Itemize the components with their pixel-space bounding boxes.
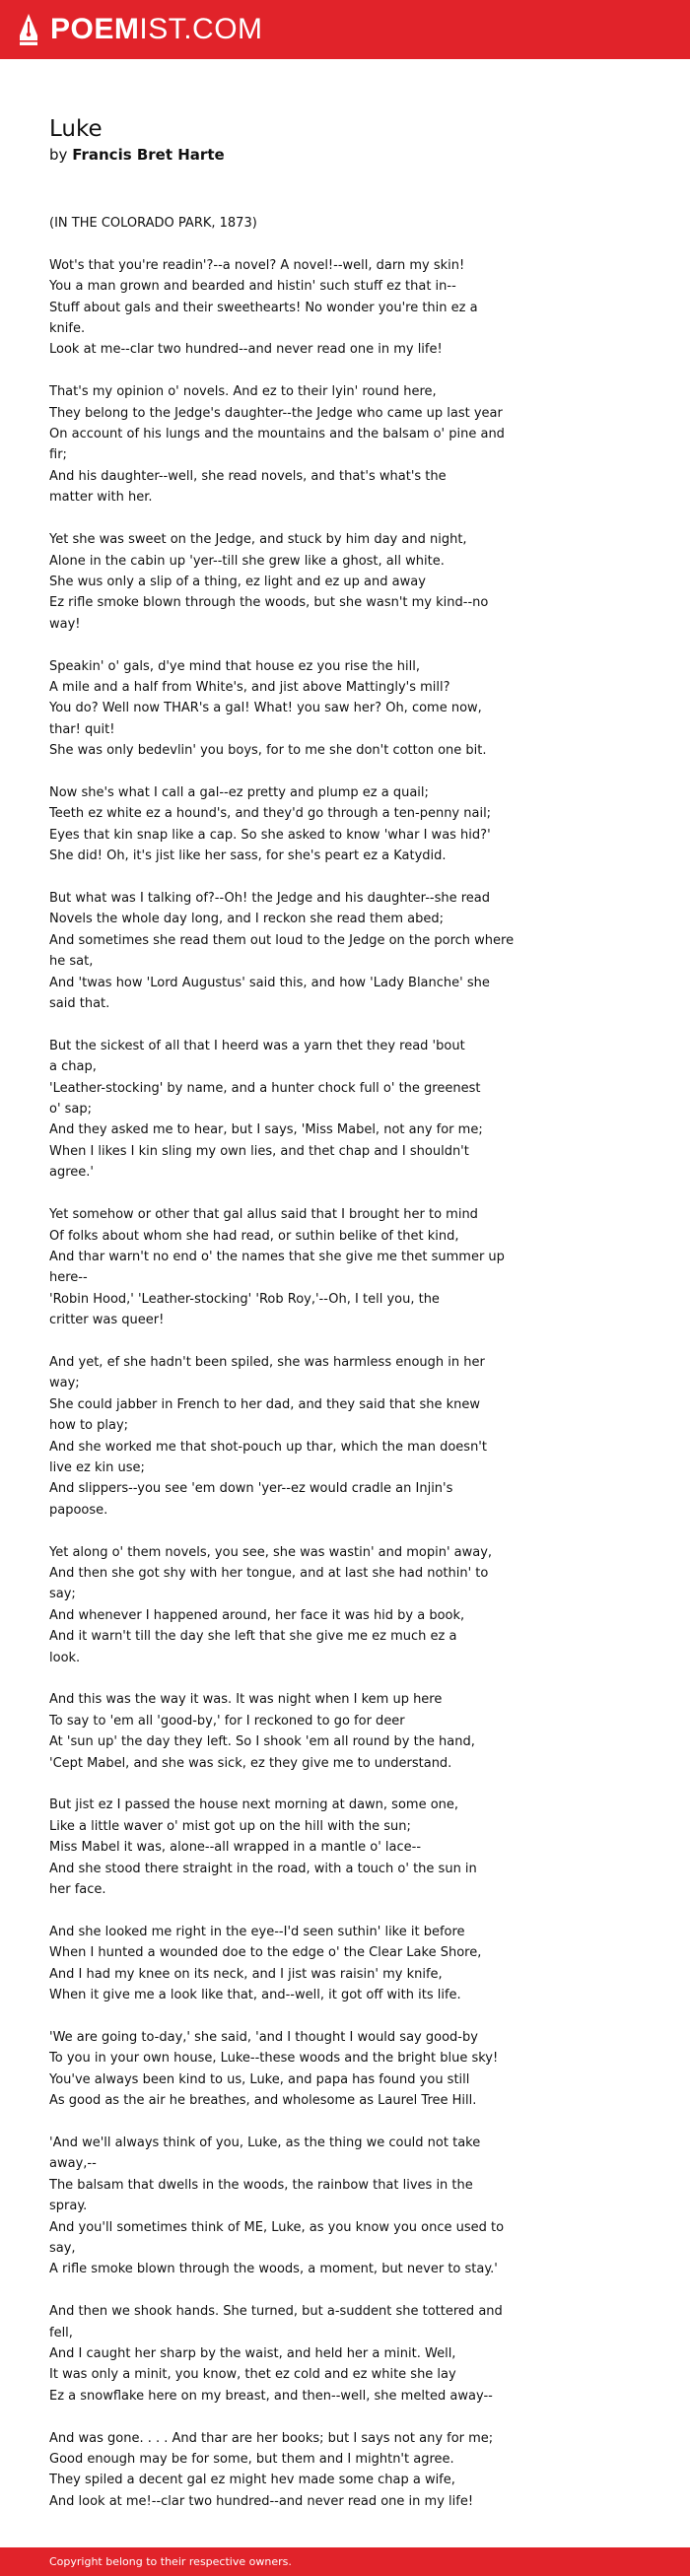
copyright-notice: Copyright belong to their respective owners. (49, 2555, 292, 2568)
byline (49, 144, 552, 166)
poem-text: (IN THE COLORADO PARK, 1873) Wot's that you're readin'?--a novel? A novel!--well, darn my skin! You a man grown and bearded and histin' such stuff ez that in-- Stuff about gals and their sweethearts! No wonder you're thin ez a knife. Look at me--clar two hundred--and never read one in my life! That's my opinion o' novels. And ez to their lyin' round here, They belong to the Jedge's daughter--the Jedge who came up last year On account of his lungs and the mountains and the balsam o' pine and fir; And his daughter--well, she read novels, and that's what's the matter with her. Yet she was sweet on the Jedge, and stuck by him day and night, Alone in the cabin up 'yer--till she grew like a ghost, all white. She wus only a slip of a thing, ez light and ez up and away Ez rifle smoke blown through the woods, but she wasn't my kind--no way! Speakin' o' gals, d'ye mind that house ez you rise the hill, A mile and a half from White's, and jist above Mattingly's mill? You do? Well now THAR's a gal! What! you saw her? Oh, come now, thar! quit! She was only bedevlin' you boys, for to me she don't cotton one bit. Now she's what I call a gal--ez pretty and plump ez a quail; Teeth ez white ez a hound's, and they'd go through a ten-penny nail; Eyes that kin snap like a cap. So she asked to know 'whar I was hid?' She did! Oh, it's jist like her sass, for she's peart ez a Katydid. But what was I talking of?--Oh! the Jedge and his daughter--she read Novels the whole day long, and I reckon she read them abed; And sometimes she read them out loud to the Jedge on the porch where he sat, And 'twas how 'Lord Augustus' said this, and how 'Lady Blanche' she said that. But the sickest of all that I heerd was a yarn thet they read 'bout a chap, 'Leather-stocking' by name, and a hunter chock full o' the greenest o' sap; And they asked me to hear, but I says, 'Miss Mabel, not any for me; When I likes I kin sling my own lies, and thet chap and I shouldn't agree.' Yet somehow or other that gal allus said that I brought her to mind Of folks about whom she had read, or suthin belike of thet kind, And thar warn't no end o' the names that she give me thet summer up here-- 'Robin Hood,' 'Leather-stocking' 'Rob Roy,'--Oh, I tell you, the critter was queer! And yet, ef she hadn't been spiled, she was harmless enough in her way; She could jabber in French to her dad, and they said that she knew how to play; And she worked me that shot-pouch up thar, which the man doesn't live ez kin use; And slippers--you see 'em down 'yer--ez would cradle an Injin's papoose. Yet along o' them novels, you see, she was wastin' and mopin' away, And then she got shy with her tongue, and at last she had nothin' to say; And whenever I happened around, her face it was hid by a book, And it warn't till the day she left that she give me ez much ez a look. And this was the way it was. It was night when I kem up here To say to 'em all 'good-by,' for I reckoned to go for deer At 'sun up' the day they left. So I shook 'em all round by the hand, 'Cept Mabel, and she was sick, ez they give me to understand. But jist ez I passed the house next morning at dawn, some one, Like a little waver o' mist got up on the hill with the sun; Miss Mabel it was, alone--all wrapped in a mantle o' lace-- And she stood there straight in the road, with a touch o' the sun in her face. And she looked me right in the eye--I'd seen suthin' like it before When I hunted a wounded doe to the edge o' the Clear Lake Shore, And I had my knee on its neck, and I jist was raisin' my knife, When it give me a look like that, and--well, it got off with its life. 'We are going to-day,' she said, 'and I thought I would say good-by To you in your own house, Luke--these woods and the bright blue sky! You've always been kind to us, Luke, and papa has found you still As good as the air he breathes, and wholesome as Laurel Tree Hill. 'And we'll always think of you, Luke, as the thing we could not take away,-- The balsam that dwells in the woods, the rainbow that lives in the spray. And you'll sometimes think of ME, Luke, as you know you once used to say, A rifle smoke blown through the woods, a moment, but never to stay.' And then we shook hands. She turned, but a-suddent she tottered and fell, And I caught her sharp by the waist, and held her a minit. Well, It was only a minit, you know, thet ez cold and ez white she lay Ez a snowflake here on my breast, and then--well, she melted away-- And was gone. . . . And thar are her books; but I says not any for me; Good enough may be for some, but them and I mightn't agree. They spiled a decent gal ez might hev made some chap a wife, And look at me!--clar two hundred--and never read one in my life! (49, 216, 515, 2509)
logo-text (50, 13, 263, 46)
logo-text-light: IST.COM (139, 13, 263, 45)
pen-nib-icon (18, 12, 39, 47)
site-footer (0, 2547, 690, 2576)
poem-content (49, 114, 552, 2512)
site-logo[interactable] (18, 10, 263, 49)
by-label: by (49, 146, 68, 164)
site-header (0, 0, 690, 59)
logo-text-bold: POEM (50, 13, 140, 45)
poem-title: Luke (49, 116, 103, 142)
author-link[interactable]: Francis Bret Harte (72, 146, 225, 164)
